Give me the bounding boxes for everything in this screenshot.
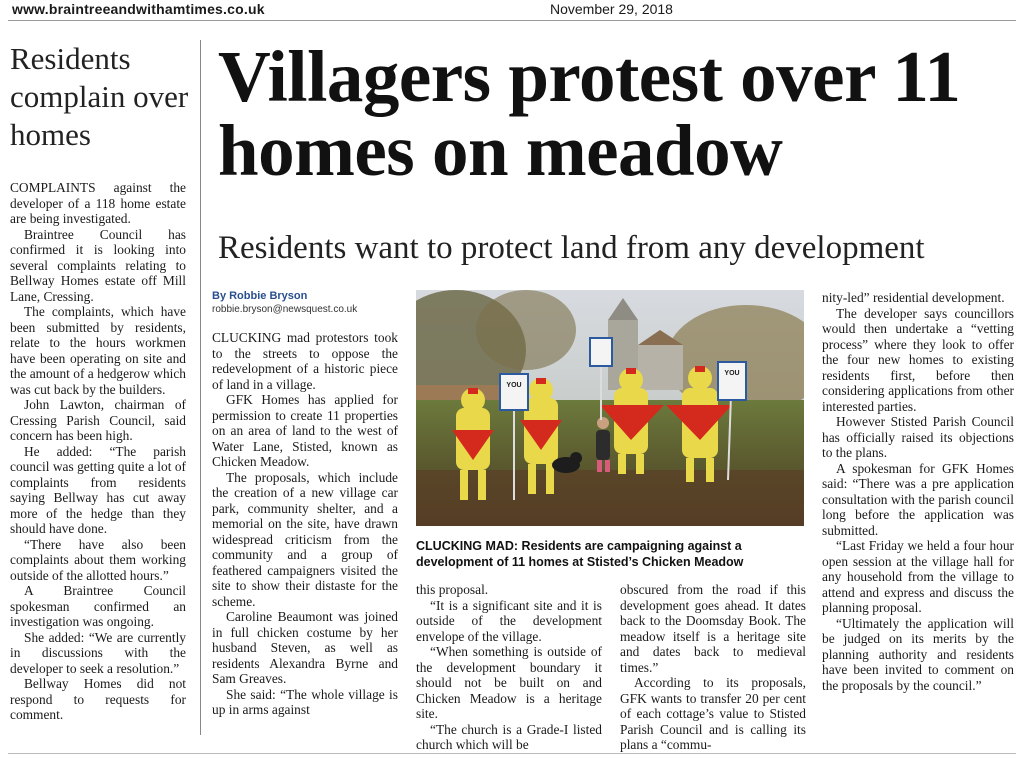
article-paragraph: Caroline Beaumont was joined in full chicken costume by her husband Steven, as well as residents Alexandra Byrne and Sam Greaves. [212,609,398,686]
article-column-2 [416,582,602,753]
photo-caption: CLUCKING MAD: Residents are campaigning against a development of 11 homes at Stisted’s Chicken Meadow [416,539,744,569]
byline [212,290,357,315]
sidebar-headline: Residents complain over homes [10,41,189,152]
article-paragraph: “The church is a Grade-I listed church which will be [416,721,602,752]
protest-photo [416,290,804,526]
sub-headline: Residents want to protect land from any development [218,230,925,266]
article-column-3 [620,582,806,753]
article-paragraph: The proposals, which include the creation of a new village car park, community shelter, and a memorial on the site, have drawn widespread criticism from the community and a group of feathered campaigners visited the site to show their distaste for the scheme. [212,469,398,609]
main-headline: Villagers protest over 11 homes on meadow [218,36,961,191]
issue-date: November 29, 2018 [550,1,673,17]
article-paragraph: GFK Homes has applied for permission to create 11 properties on an area of land to the west of Water Lane, Stisted, known as Chicken Meadow. [212,392,398,469]
article-paragraph: “It is a significant site and it is outside of the development envelope of the village. [416,597,602,644]
article-paragraph: According to its proposals, GFK wants to transfer 20 per cent of each cottage’s value to Stisted Parish Council and is calling its plans a “commu- [620,675,806,752]
article-paragraph: nity-led” residential development. [822,290,1005,305]
sign-text: YOU [506,382,522,389]
article-paragraph: CLUCKING mad protestors took to the streets to oppose the redevelopment of a historic piece of land in a village. [212,330,398,392]
sidebar-body [10,180,186,723]
article-paragraph: this proposal. [416,582,489,597]
article-column-1 [212,330,398,718]
byline-name: By Robbie Bryson [212,290,308,302]
sidebar-paragraph: He added: “The parish council was getting quite a lot of complaints from residents saying Bellway has cut away more of the hedge than they should have done. [10,443,186,536]
article-paragraph: However Stisted Parish Council has officially raised its objections to the plans. [822,414,1014,460]
sign-text: YOU [724,370,740,377]
article-paragraph: “Last Friday we held a four hour open session at the village hall for any household from the village to attend and express and discuss the planning proposal. [822,538,1014,615]
sidebar-paragraph: John Lawton, chairman of Cressing Parish Council, said concern has been high. [10,397,186,443]
bottom-rule [8,753,1016,754]
sidebar-paragraph: COMPLAINTS against the developer of a 118 home estate are being investigated. [10,180,186,226]
article-paragraph: “Ultimately the application will be judged on its merits by the planning authority and residents have been invited to comment on the proposals by the council.” [822,615,1014,693]
sidebar-paragraph: “There have also been complaints about them working outside of the allotted hours.” [10,536,186,583]
sidebar-paragraph: She added: “We are currently in discussions with the developer to seek a resolution.” [10,629,186,676]
top-bar [8,0,1016,21]
column-divider [200,40,201,735]
sidebar-paragraph: Braintree Council has confirmed it is looking into several complaints relating to Bellway Homes estate off Mill Lane, Cressing. [10,226,186,304]
article-paragraph: She said: “The whole village is up in arms against [212,686,398,717]
sidebar-paragraph: The complaints, which have been submitted by residents, relate to the hours workmen have been operating on site and the amount of a hedgerow which was cut back by the builders. [10,304,186,397]
byline-email: robbie.bryson@newsquest.co.uk [212,304,358,315]
article-column-4 [822,290,1014,693]
sidebar-paragraph: Bellway Homes did not respond to requests for comment. [10,676,186,722]
article-paragraph: The developer says councillors would then undertake a “vetting process” where they look to offer the four new homes to existing residents first, before then considering applications from other interested parties. [822,305,1014,414]
article-paragraph: “When something is outside of the development boundary it should not be built on and Chicken Meadow is a heritage site. [416,644,602,721]
sidebar-paragraph: A Braintree Council spokesman confirmed an investigation was ongoing. [10,583,186,629]
article-paragraph: obscured from the road if this development goes ahead. It dates back to the Doomsday Book. The meadow itself is a heritage site and dates back to medieval times.” [620,582,806,675]
article-paragraph: A spokesman for GFK Homes said: “There was a pre application consultation with the parish council long before the application was submitted. [822,460,1014,538]
site-url: www.braintreeandwithamtimes.co.uk [12,1,265,17]
